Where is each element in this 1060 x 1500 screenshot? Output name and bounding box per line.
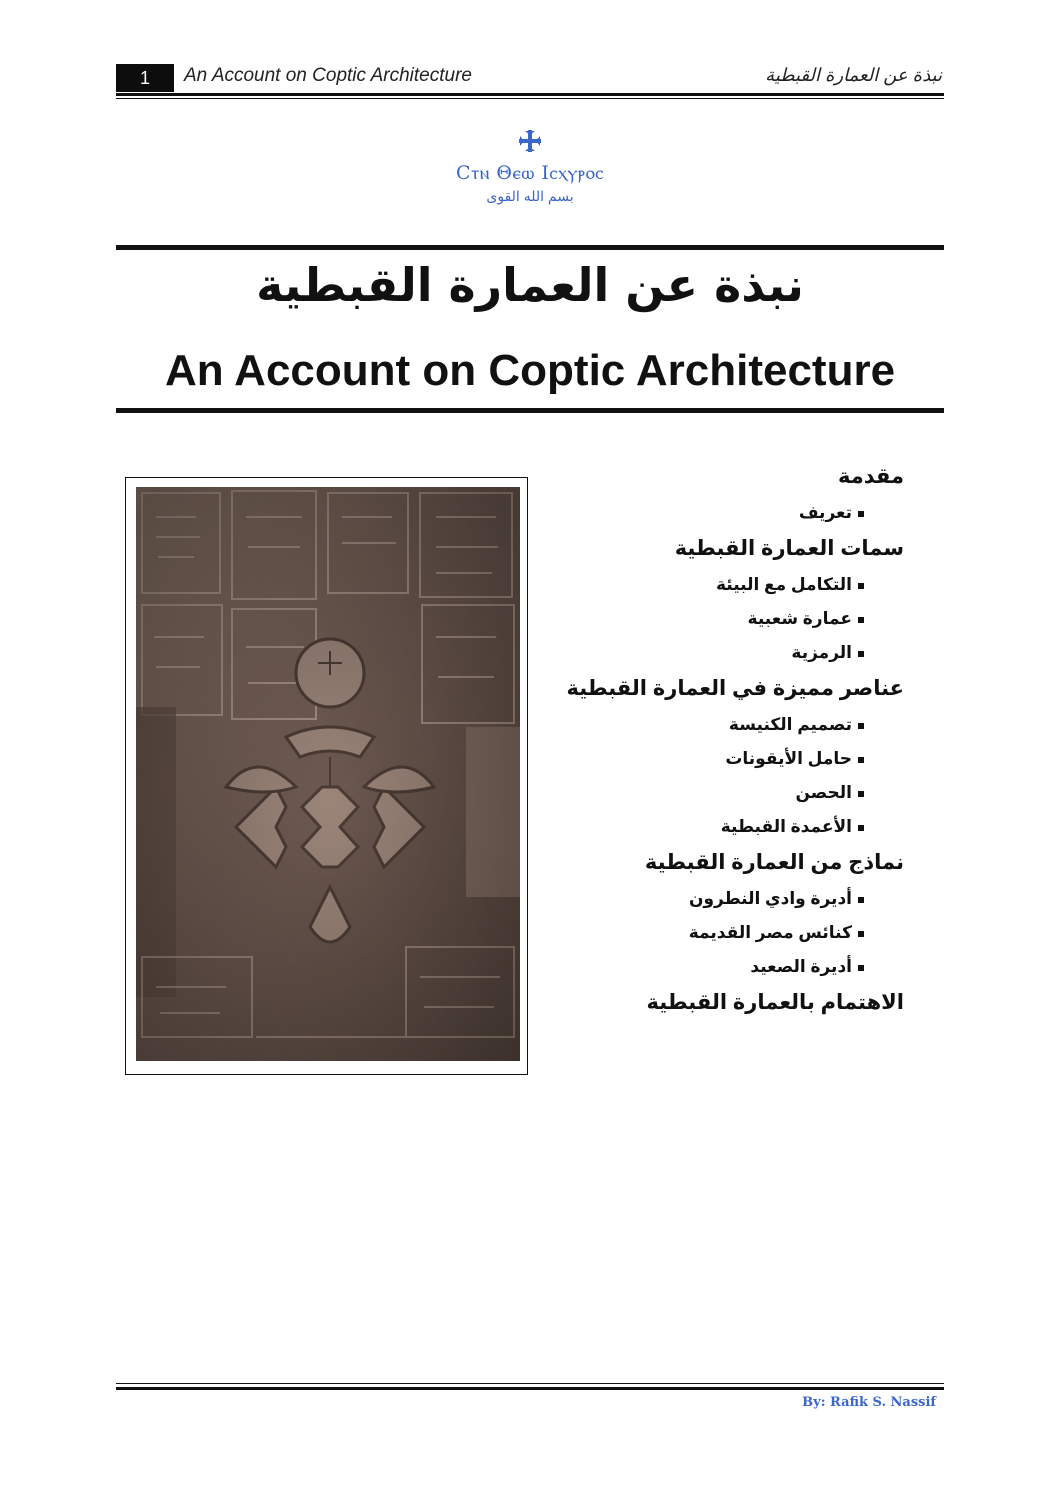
coptic-invocation: Ϲⲧⲛ Θⲉⲱ Ιⲥⲭⲩⲣⲟⲥ [455,162,605,184]
toc-item: الأعمدة القبطية [484,810,904,844]
footer-rule [116,1387,944,1390]
title-rule-top [116,245,944,250]
toc-section-heading: الاهتمام بالعمارة القبطية [646,991,904,1014]
toc-item: الحصن [484,776,904,810]
bullet-icon [858,617,864,623]
toc-item: حامل الأيقونات [484,742,904,776]
page-header [116,62,944,94]
toc-item: كنائس مصر القديمة [484,916,904,950]
header-title-ar: نبذة عن العمارة القبطية [765,65,942,85]
bullet-icon [858,931,864,937]
bullet-icon [858,757,864,763]
table-of-contents [484,458,904,1022]
toc-section-heading: سمات العمارة القبطية [674,537,904,560]
toc-item: عمارة شعبية [484,602,904,636]
arabic-invocation: بسم الله القوى [486,188,574,204]
invocation [330,128,730,205]
toc-item: تصميم الكنيسة [484,708,904,742]
title-rule-bottom [116,408,944,413]
toc-item: أديرة الصعيد [484,950,904,984]
toc-section-heading: مقدمة [838,465,904,488]
footer-rule-thin [116,1383,944,1384]
bullet-icon [858,825,864,831]
bullet-icon [858,723,864,729]
footer-author: By: Rafik S. Nassif [802,1395,936,1410]
bullet-icon [858,965,864,971]
toc-item: الرمزية [484,636,904,670]
bullet-icon [858,583,864,589]
toc-item: تعريف [484,496,904,530]
page-title-english: An Account on Coptic Architecture [164,346,896,395]
header-title-en: An Account on Coptic Architecture [184,65,472,86]
toc-section-heading: عناصر مميزة في العمارة القبطية [566,677,904,700]
coptic-cross-relief-image [136,487,520,1061]
image-frame [125,477,528,1075]
toc-item: التكامل مع البيئة [484,568,904,602]
bullet-icon [858,791,864,797]
page-number: 1 [116,64,174,92]
header-rule-thin [116,98,944,99]
bullet-icon [858,651,864,657]
bullet-icon [858,511,864,517]
header-rule [116,93,944,96]
toc-item: أديرة وادي النطرون [484,882,904,916]
bullet-icon [858,897,864,903]
toc-section-heading: نماذج من العمارة القبطية [644,851,904,874]
coptic-cross-icon [517,128,543,154]
page-title-arabic: نبذة عن العمارة القبطية [256,258,804,312]
